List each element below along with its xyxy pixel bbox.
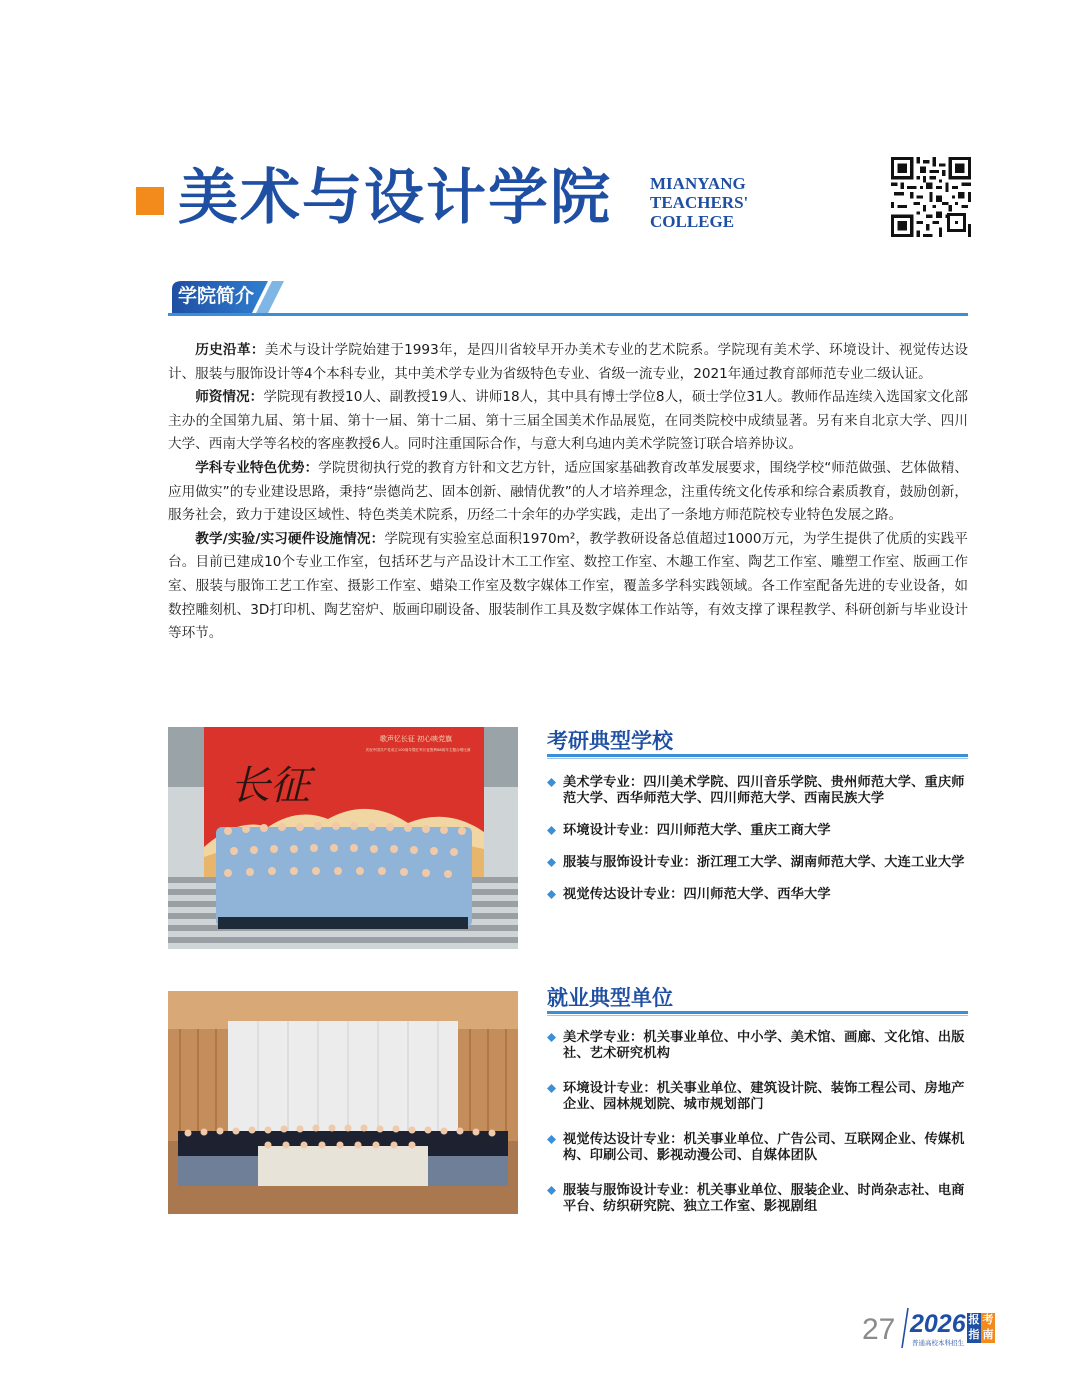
intro-paragraph-features: 学科专业特色优势：学院贯彻执行党的教育方针和文艺方针，适应国家基础教育改革发展要求，围绕学校“师范做强、艺体做精、应用做实”的专业建设思路，秉持“崇德尚艺、固本创新、融情优教”的人才培养理念，注重传统文化传承和综合素质教育，鼓励创新，服务社会，致力于建设区域性、特色类美术院系，历经二十余年的办学实践，走出了一条地方师范院校专业特色发展之路。 [168, 459, 969, 524]
english-college-name: MIANYANG TEACHERS' COLLEGE [650, 174, 749, 231]
banner-line-2: 庆祝中国共产党成立100周年暨红军长征胜利88周年主题合唱比赛 [365, 748, 471, 752]
qr-code-icon[interactable] [891, 157, 971, 237]
calligraphy-text: 长征 [230, 763, 310, 809]
photo-concert-hall-group [168, 991, 518, 1214]
section-divider [168, 313, 968, 316]
diamond-bullet-icon [547, 1084, 556, 1093]
photo-choir-long-march-illustration [168, 727, 518, 949]
intro-paragraph-facilities: 教学/实验/实习硬件设施情况：学院现有实验室总面积1970m²，教学教研设备总值超过1000万元，为学生提供了优质的实践平台。目前已建成10个专业工作室，包括环艺与产品设计木工工作室、数控工作室、木趣工作室、陶艺工作室、雕塑工作室、版画工作室、服装与服饰工艺工作室、摄影工作室、蜡染工作室及数字媒体工作室，覆盖多学科实践领域。各工作室配备先进的专业设备，如数控雕刻机、3D打印机、陶艺窑炉、版画印刷设备、服装制作工具及数字媒体工作站等，有效支撑了课程教学、科研创新与毕业设计等环节。 [168, 530, 968, 642]
list-item: 服装与服饰设计专业：浙江理工大学、湖南师范大学、大连工业大学 [547, 855, 969, 871]
list-item: 视觉传达设计专业：机关事业单位、广告公司、互联网企业、传媒机构、印刷公司、影视动漫公司、自媒体团队 [547, 1132, 969, 1164]
intro-paragraph-faculty: 师资情况：学院现有教授10人、副教授19人、讲师18人，其中具有博士学位8人，硕士学位31人。教师作品连续入选国家文化部主办的全国第九届、第十届、第十一届、第十二届、第十三届全国美术作品展览，在同类院校中成绩显著。另有来自北京大学、四川大学、西南大学等名校的客座教授6人。同时注重国际合作，与意大利乌迪内美术学院签订联合培养协议。 [168, 389, 968, 453]
title-marker [136, 187, 164, 215]
diamond-bullet-icon [547, 1135, 556, 1144]
footer-badge: 报 考 指 南 [968, 1313, 994, 1341]
graduate-divider-light [547, 758, 968, 759]
footer-year: 2026 [910, 1310, 966, 1338]
photo-choir-long-march [168, 727, 518, 949]
diamond-bullet-icon [547, 858, 556, 867]
section-heading-intro: 学院简介 [178, 285, 255, 307]
diamond-bullet-icon [547, 1186, 556, 1195]
section-heading-graduate: 考研典型学校 [547, 729, 673, 753]
list-item: 美术学专业：机关事业单位、中小学、美术馆、画廊、文化馆、出版社、艺术研究机构 [547, 1030, 969, 1062]
diamond-bullet-icon [547, 826, 556, 835]
intro-paragraph-history: 历史沿革：美术与设计学院始建于1993年，是四川省较早开办美术专业的艺术院系。学院现有美术学、环境设计、视觉传达设计、服装与服饰设计等4个本科专业，其中美术学专业为省级特色专业、省级一流专业，2021年通过教育部师范专业二级认证。 [168, 342, 969, 382]
list-item: 视觉传达设计专业：四川师范大学、西华大学 [547, 887, 969, 903]
page-number: 27 [862, 1313, 896, 1346]
employment-divider [547, 1011, 968, 1014]
list-item: 环境设计专业：机关事业单位、建筑设计院、装饰工程公司、房地产企业、园林规划院、城市规划部门 [547, 1081, 969, 1113]
graduate-divider [547, 754, 968, 757]
section-heading-employment: 就业典型单位 [547, 986, 673, 1010]
employment-unit-list [547, 1030, 969, 1234]
diamond-bullet-icon [547, 778, 556, 787]
banner-line-1: 歌声忆长征 初心映党旗 [379, 735, 453, 743]
diamond-bullet-icon [547, 1033, 556, 1042]
list-item: 服装与服饰设计专业：机关事业单位、服装企业、时尚杂志社、电商平台、纺织研究院、独立工作室、影视剧组 [547, 1183, 969, 1215]
diamond-bullet-icon [547, 890, 556, 899]
list-item: 环境设计专业：四川师范大学、重庆工商大学 [547, 823, 969, 839]
footer-slash-divider [900, 1308, 910, 1348]
intro-body [168, 339, 968, 646]
footer-subtitle: 普通高校本科招生 [912, 1339, 964, 1347]
photo-concert-hall-illustration [168, 991, 518, 1214]
graduate-school-list [547, 775, 969, 919]
list-item: 美术学专业：四川美术学院、四川音乐学院、贵州师范大学、重庆师范大学、西华师范大学、四川师范大学、西南民族大学 [547, 775, 969, 807]
employment-divider-light [547, 1015, 968, 1016]
page-title: 美术与设计学院 [178, 163, 612, 233]
